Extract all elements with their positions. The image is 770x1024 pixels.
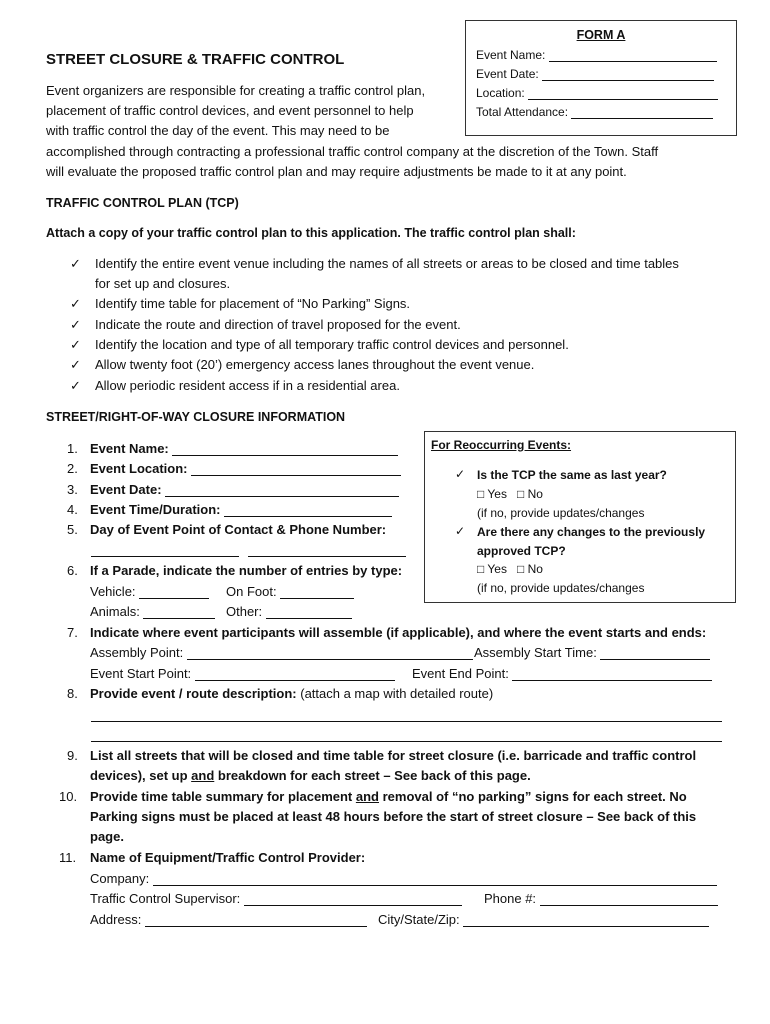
- q1-yes-checkbox[interactable]: □ Yes: [477, 487, 507, 501]
- vehicle-field[interactable]: Vehicle:: [90, 584, 209, 599]
- point-of-contact-label: Day of Event Point of Contact & Phone Number:: [90, 522, 387, 537]
- form-a-title: FORM A: [576, 28, 626, 42]
- q2-yes-checkbox[interactable]: □ Yes: [477, 562, 507, 576]
- tcp-item: Allow periodic resident access if in a residential area.: [95, 378, 400, 393]
- intro-line-1: Event organizers are responsible for creating a traffic control plan,: [46, 83, 426, 98]
- street-closure-item: List all streets that will be closed and time table for street closure (i.e. barricade and traffic control: [90, 748, 697, 763]
- tcp-item: Identify time table for placement of “No Parking” Signs.: [95, 296, 411, 311]
- checkmark-icon: ✓: [455, 467, 466, 481]
- assembly-point-field[interactable]: Assembly Point:: [90, 645, 473, 660]
- item-number: 7.: [67, 625, 78, 640]
- location-field[interactable]: Location:: [476, 86, 718, 100]
- event-location-line[interactable]: Event Location:: [90, 461, 401, 476]
- street-closure-item-cont: devices), set up and breakdown for each street – See back of this page.: [90, 768, 531, 783]
- event-time-line[interactable]: Event Time/Duration:: [90, 502, 392, 517]
- checkmark-icon: ✓: [455, 524, 466, 538]
- tcp-item-cont: for set up and closures.: [95, 276, 231, 291]
- q1-note: (if no, provide updates/changes: [477, 506, 645, 520]
- company-field[interactable]: Company:: [90, 871, 717, 886]
- total-attendance-field[interactable]: Total Attendance:: [476, 105, 713, 119]
- supervisor-field[interactable]: Traffic Control Supervisor:: [90, 891, 462, 906]
- reoccurring-question-2-cont: approved TCP?: [477, 544, 566, 558]
- reoccurring-title: For Reoccurring Events:: [431, 438, 572, 452]
- no-parking-item: Provide time table summary for placement and removal of “no parking” signs for each street. No: [90, 789, 687, 804]
- checkmark-icon: ✓: [70, 317, 81, 332]
- item-number: 6.: [67, 563, 78, 578]
- tcp-heading: TRAFFIC CONTROL PLAN (TCP): [46, 196, 239, 210]
- reoccurring-events-box: [424, 431, 736, 603]
- contact-name-line[interactable]: [91, 556, 239, 557]
- address-field[interactable]: Address:: [90, 912, 367, 927]
- item-number: 11.: [59, 850, 77, 865]
- route-description-line[interactable]: [91, 741, 722, 742]
- checkmark-icon: ✓: [70, 378, 81, 393]
- tcp-item: Allow twenty foot (20’) emergency access lanes throughout the event venue.: [95, 357, 535, 372]
- provider-label: Name of Equipment/Traffic Control Provider:: [90, 850, 366, 865]
- item-number: 3.: [67, 482, 78, 497]
- animals-field[interactable]: Animals:: [90, 604, 215, 619]
- tcp-item: Identify the entire event venue including the names of all streets or areas to be closed and time tables: [95, 256, 679, 271]
- assembly-start-field[interactable]: Assembly Start Time:: [474, 645, 710, 660]
- intro-line-5: will evaluate the proposed traffic control plan and may require adjustments be made to it at any point.: [46, 164, 627, 179]
- intro-line-2: placement of traffic control devices, and event personnel to help: [46, 103, 414, 118]
- tcp-item: Indicate the route and direction of travel proposed for the event.: [95, 317, 461, 332]
- event-name-field[interactable]: Event Name:: [476, 48, 717, 62]
- event-date-field[interactable]: Event Date:: [476, 67, 714, 81]
- parade-label: If a Parade, indicate the number of entries by type:: [90, 563, 403, 578]
- reoccurring-question-1: Is the TCP the same as last year?: [477, 468, 667, 482]
- tcp-item: Identify the location and type of all temporary traffic control devices and personnel.: [95, 337, 569, 352]
- other-field[interactable]: Other:: [226, 604, 352, 619]
- event-end-field[interactable]: Event End Point:: [412, 666, 712, 681]
- city-state-zip-field[interactable]: City/State/Zip:: [378, 912, 709, 927]
- item-number: 1.: [67, 441, 78, 456]
- intro-line-3: with traffic control the day of the event. This may need to be: [46, 123, 390, 138]
- tcp-instruction: Attach a copy of your traffic control plan to this application. The traffic control plan shall:: [46, 226, 576, 240]
- on-foot-field[interactable]: On Foot:: [226, 584, 354, 599]
- route-description-line[interactable]: [91, 721, 722, 722]
- phone-field[interactable]: Phone #:: [484, 891, 718, 906]
- item-number: 8.: [67, 686, 78, 701]
- item-number: 5.: [67, 522, 78, 537]
- q1-no-checkbox[interactable]: □ No: [517, 487, 543, 501]
- assembly-label: Indicate where event participants will assemble (if applicable), and where the event starts and ends:: [90, 625, 707, 640]
- item-number: 10.: [59, 789, 78, 804]
- checkmark-icon: ✓: [70, 296, 81, 311]
- route-description-label: Provide event / route description: (attach a map with detailed route): [90, 686, 494, 701]
- checkmark-icon: ✓: [70, 337, 81, 352]
- no-parking-item-cont: Parking signs must be placed at least 48 hours before the start of street closure – See back of this: [90, 809, 697, 824]
- contact-phone-line[interactable]: [248, 556, 406, 557]
- item-number: 2.: [67, 461, 78, 476]
- event-start-field[interactable]: Event Start Point:: [90, 666, 395, 681]
- q2-no-checkbox[interactable]: □ No: [517, 562, 543, 576]
- page-title: STREET CLOSURE & TRAFFIC CONTROL: [46, 51, 345, 68]
- row-closure-heading: STREET/RIGHT-OF-WAY CLOSURE INFORMATION: [46, 410, 346, 424]
- form-a-box: [465, 20, 737, 136]
- intro-line-4: accomplished through contracting a professional traffic control company at the discretion of the Town. Staff: [46, 144, 659, 159]
- q2-note: (if no, provide updates/changes: [477, 581, 645, 595]
- checkmark-icon: ✓: [70, 357, 81, 372]
- reoccurring-question-2: Are there any changes to the previously: [477, 525, 706, 539]
- no-parking-item-cont: page.: [90, 829, 124, 844]
- item-number: 9.: [67, 748, 78, 763]
- event-name-line[interactable]: Event Name:: [90, 441, 398, 456]
- item-number: 4.: [67, 502, 78, 517]
- event-date-line[interactable]: Event Date:: [90, 482, 399, 497]
- checkmark-icon: ✓: [70, 256, 81, 271]
